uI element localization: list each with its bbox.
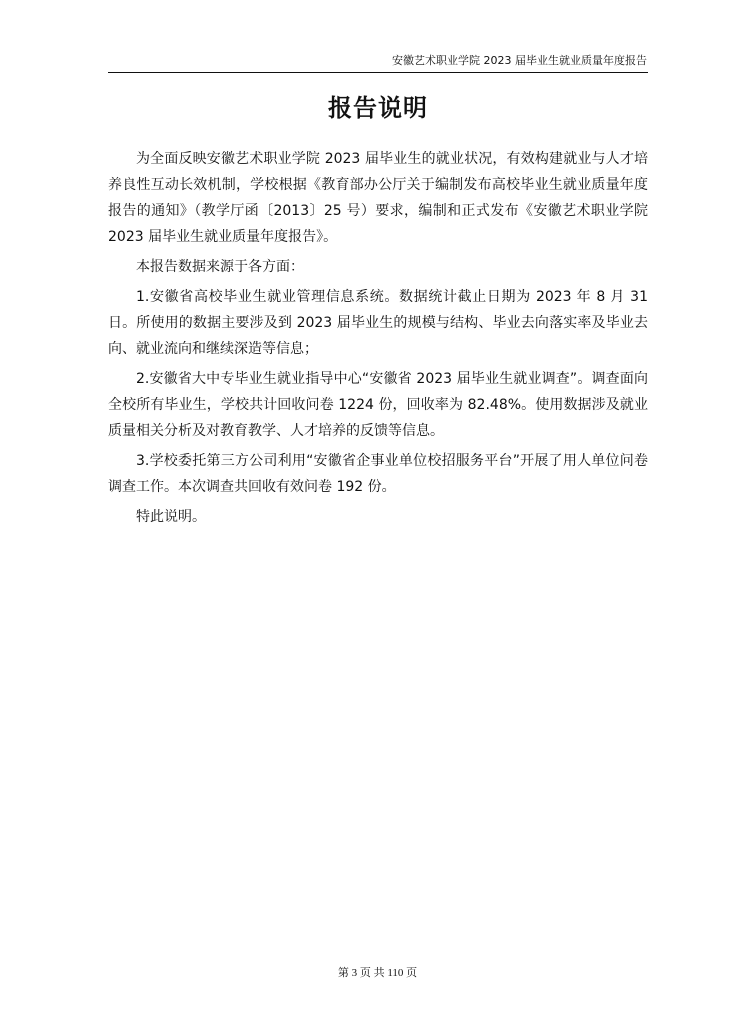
page-title: 报告说明 (328, 94, 428, 122)
header-divider (108, 72, 648, 73)
data-source-item-1: 1.安徽省高校毕业生就业管理信息系统。数据统计截止日期为 2023 年 8 月 31 日。所使用的数据主要涉及到 2023 届毕业生的规模与结构、毕业去向落实率及毕业去向、就业流向和继续深造等信息； (108, 289, 648, 357)
closing-paragraph: 特此说明。 (136, 509, 206, 525)
data-source-heading: 本报告数据来源于各方面： (136, 259, 304, 275)
intro-paragraph: 为全面反映安徽艺术职业学院 2023 届毕业生的就业状况，有效构建就业与人才培养良性互动长效机制，学校根据《教育部办公厅关于编制发布高校毕业生就业质量年度报告的通知》（教学厅函〔2013〕25 号）要求，编制和正式发布《安徽艺术职业学院 2023 届毕业生就业质量年度报告》。 (108, 151, 648, 245)
data-source-item-3: 3.学校委托第三方公司利用“安徽省企事业单位校招服务平台”开展了用人单位问卷调查工作。本次调查共回收有效问卷 192 份。 (108, 453, 648, 495)
page-number: 第 3 页 共 110 页 (337, 967, 418, 979)
running-header: 安徽艺术职业学院 2023 届毕业生就业质量年度报告 (392, 54, 647, 67)
report-body (108, 146, 648, 534)
data-source-item-2: 2.安徽省大中专毕业生就业指导中心“安徽省 2023 届毕业生就业调查”。调查面向全校所有毕业生，学校共计回收问卷 1224 份，回收率为 82.48%。使用数据涉及就业质量相关分析及对教育教学、人才培养的反馈等信息。 (108, 371, 648, 439)
